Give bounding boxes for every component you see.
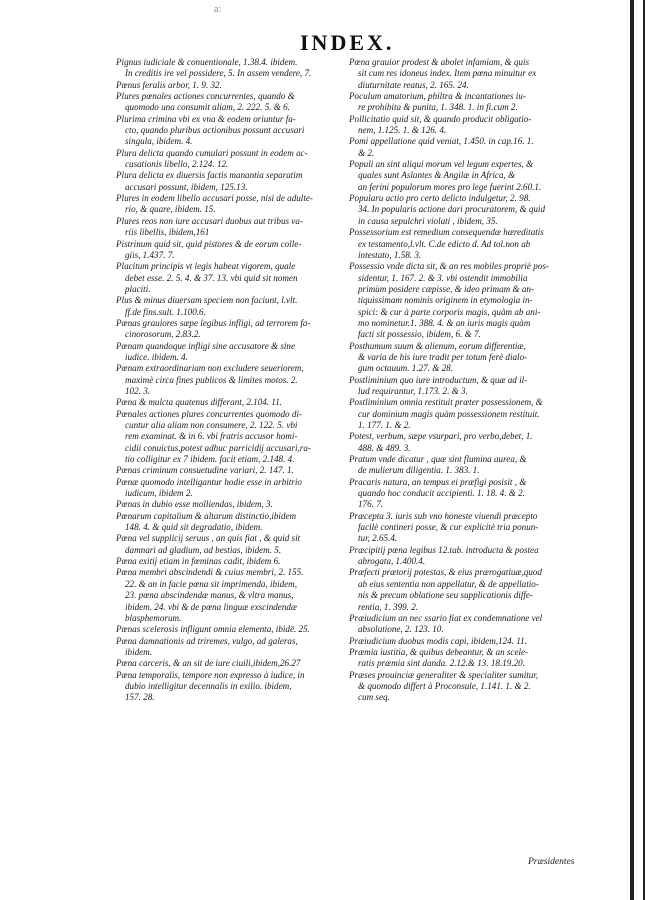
index-entry <box>349 636 581 647</box>
index-entry-line: 23. pœna abscindendæ manus, & vltra manus, <box>125 590 294 601</box>
index-entry-line: in causa sepulchri violati , ibidem, 35. <box>358 215 498 226</box>
index-entry-line: Potest, verbum, sæpe vsurpari, pro verbo,debet, 1. <box>349 431 533 442</box>
page-mark: a: <box>214 4 222 15</box>
index-entry-line: Pœnam extraordinariam non excludere seueriorem, <box>116 363 304 374</box>
index-entry-line: cidii conuictus,potest adhuc parricidij accusari,ra- <box>125 442 311 453</box>
index-entry-line: Pœnarum capitalium & altarum distinctio,ibidem <box>116 510 297 521</box>
index-entry <box>116 409 340 466</box>
index-entry-line: Pœna grauior prodest & abolet infamiam, & quis <box>349 57 530 67</box>
index-entry <box>116 148 340 171</box>
index-entry-line: an ferini populorum mores pro lege fuerint 2.60.1. <box>358 181 542 192</box>
index-entry <box>116 477 340 500</box>
index-entry-line: 488. & 489. 3. <box>358 442 411 453</box>
index-entry-line: giis, 1.437. 7. <box>125 249 175 260</box>
index-entry-line: Pratum vnde dicatur , quæ sint flumina aurea, & <box>349 454 527 465</box>
index-entry-line: Pracaris natura, an tempus ei præfigi posisit , & <box>349 476 527 487</box>
index-entry-line: quales sunt Aslantes & Angilæ in Africa, & <box>358 170 516 181</box>
index-entry-line: facilè contineri posse, & cur explicitè tria ponun- <box>358 522 539 533</box>
index-entry <box>116 170 340 193</box>
index-entry <box>116 363 340 397</box>
index-entry <box>349 193 581 227</box>
index-entry-line: In creditis ire vel possidere, 5. In assem vendere, 7. <box>125 68 312 79</box>
index-entry-line: gum octauum. 1.27. & 28. <box>358 363 453 374</box>
index-entry-line: Poculum amatorium, philtra & incantationes iu- <box>349 91 526 102</box>
index-entry <box>349 454 581 477</box>
index-entry-line: Pœna carceris, & an sit de iure ciuili,ibidem,26.27 <box>116 658 301 669</box>
index-entry <box>116 567 340 624</box>
index-entry-line: Pistrinum quid sit, quid pistores & de eorum colle- <box>116 238 302 249</box>
index-entry-line: singula, ibidem. 4. <box>125 136 193 147</box>
index-entry-line: Plures pœnales actiones concurrentes, quando & <box>116 91 295 102</box>
index-entry-line: rio, & quare, ibidem. 15. <box>125 204 216 215</box>
binding-edge <box>630 0 634 900</box>
index-entry <box>349 477 581 511</box>
index-entry-line: Pœnas grauiores sæpe legibus infligi, ad terrorem fa- <box>116 317 311 328</box>
index-entry-line: cusationis libello, 2.124. 12. <box>125 159 229 170</box>
index-entry-line: ibidem. <box>125 646 153 657</box>
index-entry-line: Plures reos non iure accusari duobus aut tribus va- <box>116 215 303 226</box>
index-entry-line: Præcepta 3. iuris sub vno honeste viuendi præcepto <box>349 510 538 521</box>
index-entry-line: Pœnas criminum consuetudine variari, 2. 147. 1. <box>116 465 294 476</box>
index-entry-line: 1. 177. 1. & 2. <box>358 420 411 430</box>
index-entry <box>116 193 340 216</box>
index-entry-line: mo nominetur.1. 388. 4. & an iuris magis quàm <box>358 317 531 328</box>
index-entry-line: sidentur, 1. 167. 2. & 3. vbi ostendit immobilia <box>358 272 528 283</box>
index-entry-line: 157. 28. <box>125 692 155 703</box>
index-entry-line: primùm posidere cæpisse, & ideo primam & an- <box>358 283 534 294</box>
index-entry-line: Populi an sint aliqui morum vel legum expertes, & <box>349 159 534 170</box>
index-entry <box>116 261 340 295</box>
index-entry-line: placiti. <box>125 283 151 294</box>
index-entry-line: Præfecti prætorij potestas, & eius prærogatiuæ,quod <box>349 567 542 578</box>
index-entry <box>116 114 340 148</box>
index-entry <box>116 397 340 408</box>
index-entry-line: & quomodo differt à Proconsule, 1.141. 1. & 2. <box>358 680 531 691</box>
index-entry <box>116 57 340 80</box>
index-entry-line: nem, 1.125. 1. & 126. 4. <box>358 125 447 136</box>
index-entry-line: quando hoc conducit accipienti. 1. 18. 4. & 2. <box>358 488 525 499</box>
index-entry-line: Pœnas in dubio esse molliendas, ibidem, 3. <box>116 499 273 510</box>
index-entry <box>116 216 340 239</box>
index-entry-line: cur dominium magis quàm possessionem restituit. <box>358 408 540 419</box>
index-entry <box>349 375 581 398</box>
index-entry <box>116 499 340 510</box>
index-entry <box>349 670 581 704</box>
index-entry-line: tiquissimam nominis originem in etymologia in- <box>358 295 533 306</box>
index-entry-line: Pœnam quandoque infligi sine accusatore & sine <box>116 340 295 351</box>
index-entry <box>349 341 581 375</box>
index-entry-line: Postliminium quo iure introductum, & quæ ad il- <box>349 374 528 385</box>
index-entry-line: absolutione, 2. 123. 10. <box>358 624 444 635</box>
index-entry-line: Pomi appellatione quid veniat, 1.450. in cap.16. 1. <box>349 136 534 147</box>
index-entry-line: ratis præmia sint danda. 2.12.& 13. 18.19.20. <box>358 658 525 669</box>
index-entry-line: damnari ad gladium, ad bestias, ibidem. 5. <box>125 544 282 555</box>
index-entry-line: cum seq. <box>358 692 390 703</box>
index-entry-line: ex testamento,l.vlt. C.de edicto d. Ad tol.non ab <box>358 238 531 249</box>
index-entry-line: maximè circa fines publicos & limites motos. 2. <box>125 374 298 385</box>
index-entry-line: riis libellis, ibidem,161 <box>125 227 210 238</box>
index-entry-line: de mulierum diligentia. 1. 383. 1. <box>358 465 480 476</box>
index-entry <box>349 159 581 193</box>
index-entry <box>349 114 581 137</box>
index-entry-line: 148. 4. & quid sit degradatio, ibidem. <box>125 522 263 533</box>
index-entry <box>349 136 581 159</box>
index-entry-line: nis & precum oblatione seu supplicationis diffe- <box>358 590 533 601</box>
page-title: INDEX. <box>300 30 395 55</box>
index-entry-line: 176. 7. <box>358 499 384 510</box>
index-entry-line: Possessio vnde dicta sit, & an res mobiles propriè pos- <box>349 261 549 272</box>
index-entry-line: Pœnus feralis arbor, 1. 9. 32. <box>116 79 222 90</box>
index-column-left <box>116 57 340 704</box>
index-entry <box>116 465 340 476</box>
index-entry-line: tur, 2.65.4. <box>358 533 398 544</box>
index-entry-line: Præiudicium an nec ssario fiat ex condemnatione vel <box>349 612 543 623</box>
index-entry-line: Pœnales actiones plures concurrentes quomodo di- <box>116 408 302 419</box>
index-entry-line: blasphemorum. <box>125 612 182 623</box>
index-entry-line: spici: & cur à parte corporis magis, quàm ab ani- <box>358 306 541 317</box>
index-entry-line: Posthumum suum & alienum, eorum differentiæ, <box>349 340 526 351</box>
index-entry <box>116 636 340 659</box>
index-entry-line: cinorosorum, 2.83.2. <box>125 329 201 340</box>
index-entry-line: cto, quando pluribus actionibus possunt accusari <box>125 125 305 136</box>
index-entry <box>116 533 340 556</box>
index-entry-line: Pignus iudiciale & conuentionale, 1.38.4. ibidem. <box>116 57 298 67</box>
index-entry-line: Plura delicta quando cumulari possunt in eodem ac- <box>116 147 308 158</box>
index-entry <box>116 239 340 262</box>
index-entry-line: Pœna exitij etiam in fœminas cadit, ibidem 6. <box>116 556 281 567</box>
index-entry <box>116 91 340 114</box>
index-entry <box>116 318 340 341</box>
index-entry <box>116 511 340 534</box>
index-entry-line: dubio intelligitur decennalis in exilio. ibidem, <box>125 680 292 691</box>
index-column-right <box>349 57 581 704</box>
index-entry-line: Placitum principis vt legis habeat vigorem, quale <box>116 261 296 272</box>
index-entry <box>349 511 581 545</box>
index-entry-line: Plus & minus diuersam speciem non faciunt, l.vlt. <box>116 295 298 306</box>
index-entry-line: debet esse. 2. 5. 4. & 37. 13. vbi quid sit nomen <box>125 272 298 283</box>
index-entry-line: lud requirantur, 1.173. 2. & 3. <box>358 385 468 396</box>
index-entry-line: Pœnas scelerosis infligunt omnia elementa, ibidē. 25. <box>116 624 310 635</box>
index-entry-line: ff.de fins.sult. 1.100.6. <box>125 306 206 317</box>
index-entry-line: Possessorium est remedium consequendæ hæreditatis <box>349 227 544 238</box>
index-entry-line: iudice. ibidem. 4. <box>125 351 188 362</box>
index-entry-line: Postliminium omnia restituit præter possessionem, & <box>349 397 543 408</box>
index-entry <box>349 91 581 114</box>
index-entry-line: diuturnitate reatus, 2. 165. 24. <box>358 79 469 90</box>
index-entry-line: 34. In popularis actione dari procuratorem, & quid <box>358 204 546 215</box>
index-entry-line: 102. 3. <box>125 385 151 396</box>
index-entry-line: Pœnæ quomodo intelligantur hodie esse in arbitrio <box>116 476 302 487</box>
index-entry-line: accusari possunt, ibidem, 125.13. <box>125 181 248 192</box>
index-entry <box>349 647 581 670</box>
index-entry-line: Præiudicium duobus modis capi, ibidem,124. 11. <box>349 635 527 646</box>
index-entry-line: Pœna temporalis, tempore non expresso à iudice, in <box>116 669 305 680</box>
index-entry <box>116 556 340 567</box>
index-entry-line: Plura delicta ex diuersis factis manantia separatim <box>116 170 303 181</box>
index-entry <box>349 545 581 568</box>
index-entry-line: 22. & an in facie pœna sit imprimenda, ibidem, <box>125 578 298 589</box>
index-entry <box>116 670 340 704</box>
index-entry-line: Præses prouinciæ generaliter & specialiter sumitur, <box>349 669 539 680</box>
index-entry-line: Pollicitatio quid sit, & quando producit obligatio- <box>349 113 532 124</box>
index-entry <box>116 80 340 91</box>
index-entry <box>349 261 581 340</box>
index-entry-line: iudicum, ibidem 2. <box>125 488 193 499</box>
index-entry-line: Pœna damnationis ad triremes, vulgo, ad galeras, <box>116 635 298 646</box>
index-entry-line: quomodo una consumit aliam, 2. 222. 5. & 6. <box>125 102 290 113</box>
index-entry-line: Plurima crimina vbi ex vna & eodem oriuntur fa- <box>116 113 296 124</box>
index-entry <box>349 431 581 454</box>
index-entry-line: Pœna membri abscindendi & cuius membri, 2. 155. <box>116 567 304 578</box>
index-entry-line: intestato, 1.58. 3. <box>358 249 422 260</box>
index-entry-line: cuntur alia aliam non consumere, 2. 122. 5. vbi <box>125 420 298 430</box>
index-entry <box>116 624 340 635</box>
index-entry-line: ab eius sententia non appellatur, & de appellatio- <box>358 578 539 589</box>
catchword: Præsidentes <box>528 857 575 867</box>
index-entry-line: & 2. <box>358 147 375 158</box>
index-entry-line: ibidem. 24. vbi & de pœna linguæ exscindendæ <box>125 601 297 612</box>
index-entry-line: Pœna vel supplicij seruus , an quis fiat , & quid sit <box>116 533 301 544</box>
index-entry-line: facti sit possessio, ibidem, 6. & 7. <box>358 329 481 340</box>
index-entry-line: sit cum res idoneus index. Item pœna minuitur ex <box>358 68 537 79</box>
index-entry-line: Popularu actio pro certo delicto indulgetur, 2. 98. <box>349 193 531 204</box>
index-entry-line: re prohibita & punita, 1. 348. 1. in fi.cum 2. <box>358 102 518 113</box>
index-entry-line: abrogata, 1.400.4. <box>358 556 426 567</box>
index-entry <box>349 57 581 91</box>
index-entry-line: & varia de his iure tradit per totum ferè dialo- <box>358 351 528 362</box>
index-entry <box>349 567 581 612</box>
index-entry-line: Plures in eodem libello accusari posse, nisi de adulte- <box>116 193 313 204</box>
index-entry <box>349 227 581 261</box>
index-entry-line: rentia, 1. 399. 2. <box>358 601 419 612</box>
index-entry <box>349 397 581 431</box>
index-entry <box>116 295 340 318</box>
index-entry <box>116 658 340 669</box>
index-entry <box>116 341 340 364</box>
binding-edge-inner <box>643 0 645 900</box>
index-entry-line: rem examinat. & in 6. vbi fratris accusor homi- <box>125 431 298 442</box>
index-entry <box>349 613 581 636</box>
index-entry-line: Præcipitij pœna legibus 12.tab. introducta & postea <box>349 544 539 555</box>
index-entry-line: Pœna & mulcta quatenus differant, 2.104. 11. <box>116 397 283 408</box>
index-entry-line: Præmia iustitia, & quibus debeantur, & an scele- <box>349 646 529 657</box>
index-entry-line: tio colligitur ex 7 ibidem. facit etiam, 2.148. 4. <box>125 454 295 465</box>
